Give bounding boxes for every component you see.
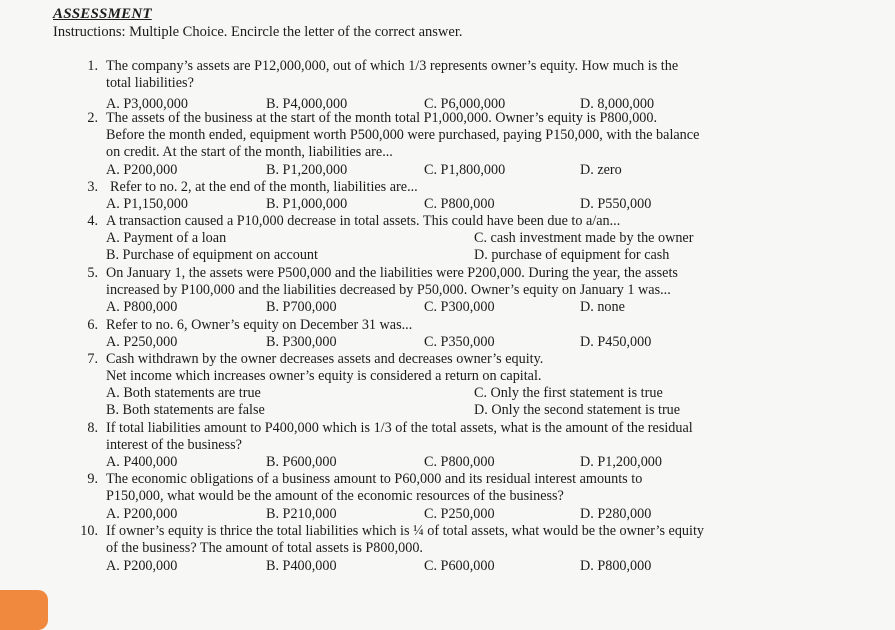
question-number: 1. bbox=[87, 58, 98, 74]
answer-option[interactable]: A. P250,000 bbox=[106, 334, 178, 350]
answer-option[interactable]: A. P400,000 bbox=[106, 454, 178, 470]
question-number: 2. bbox=[87, 110, 98, 126]
answer-option[interactable]: A. P200,000 bbox=[106, 162, 178, 178]
page-title: ASSESSMENT bbox=[53, 6, 152, 22]
answer-option[interactable]: A. Payment of a loan bbox=[106, 230, 227, 246]
answer-option[interactable]: A. P3,000,000 bbox=[106, 96, 188, 112]
answer-option[interactable]: D. 8,000,000 bbox=[580, 96, 655, 112]
answer-option[interactable]: D. purchase of equipment for cash bbox=[474, 247, 670, 263]
answer-option[interactable]: B. P300,000 bbox=[266, 334, 337, 350]
question-text-line: On January 1, the assets were P500,000 and the liabilities were P200,000. During the year, the assets bbox=[106, 265, 678, 281]
answer-option[interactable]: B. P600,000 bbox=[266, 454, 337, 470]
answer-option[interactable]: C. P800,000 bbox=[424, 196, 495, 212]
question-number: 6. bbox=[87, 317, 98, 333]
question-text-line: The assets of the business at the start of the month total P1,000,000. Owner’s equity is P800,000. bbox=[106, 110, 658, 126]
question-text-line: Refer to no. 2, at the end of the month, liabilities are... bbox=[110, 179, 418, 195]
question-text-line: Cash withdrawn by the owner decreases assets and decreases owner’s equity. bbox=[106, 351, 544, 367]
answer-option[interactable]: D. P1,200,000 bbox=[580, 454, 662, 470]
answer-option[interactable]: C. P350,000 bbox=[424, 334, 495, 350]
answer-option[interactable]: D. P280,000 bbox=[580, 506, 652, 522]
question-text-line: total liabilities? bbox=[106, 75, 194, 91]
instructions-text: Instructions: Multiple Choice. Encircle the letter of the correct answer. bbox=[53, 24, 463, 40]
answer-option[interactable]: C. cash investment made by the owner bbox=[474, 230, 694, 246]
question-text-line: Before the month ended, equipment worth P500,000 were purchased, paying P150,000, with the balance bbox=[106, 127, 700, 143]
answer-option[interactable]: B. Both statements are false bbox=[106, 402, 265, 418]
answer-option[interactable]: B. P700,000 bbox=[266, 299, 337, 315]
answer-option[interactable]: C. P1,800,000 bbox=[424, 162, 506, 178]
question-text-line: increased by P100,000 and the liabilities decreased by P50,000. Owner’s equity on January 1 was... bbox=[106, 282, 671, 298]
question-text-line: The company’s assets are P12,000,000, out of which 1/3 represents owner’s equity. How much is the bbox=[106, 58, 679, 74]
answer-option[interactable]: A. P200,000 bbox=[106, 506, 178, 522]
answer-option[interactable]: D. P450,000 bbox=[580, 334, 652, 350]
answer-option[interactable]: D. zero bbox=[580, 162, 622, 178]
question-number: 10. bbox=[80, 523, 98, 539]
question-number: 8. bbox=[87, 420, 98, 436]
question-number: 5. bbox=[87, 265, 98, 281]
answer-option[interactable]: C. P300,000 bbox=[424, 299, 495, 315]
question-number: 3. bbox=[87, 179, 98, 195]
answer-option[interactable]: A. P200,000 bbox=[106, 558, 178, 574]
answer-option[interactable]: B. Purchase of equipment on account bbox=[106, 247, 318, 263]
question-text-line: A transaction caused a P10,000 decrease in total assets. This could have been due to a/an... bbox=[106, 213, 621, 229]
answer-option[interactable]: A. Both statements are true bbox=[106, 385, 261, 401]
question-number: 4. bbox=[87, 213, 98, 229]
answer-option[interactable]: A. P800,000 bbox=[106, 299, 178, 315]
question-text-line: If total liabilities amount to P400,000 which is 1/3 of the total assets, what is the amount of the residual bbox=[106, 420, 693, 436]
answer-option[interactable]: D. P800,000 bbox=[580, 558, 652, 574]
answer-option[interactable]: C. P600,000 bbox=[424, 558, 495, 574]
question-text-line: P150,000, what would be the amount of the economic resources of the business? bbox=[106, 488, 564, 504]
answer-option[interactable]: B. P4,000,000 bbox=[266, 96, 348, 112]
question-number: 7. bbox=[87, 351, 98, 367]
question-text-line: Refer to no. 6, Owner’s equity on December 31 was... bbox=[106, 317, 413, 333]
answer-option[interactable]: A. P1,150,000 bbox=[106, 196, 188, 212]
answer-option[interactable]: C. P250,000 bbox=[424, 506, 495, 522]
answer-option[interactable]: B. P1,200,000 bbox=[266, 162, 348, 178]
answer-option[interactable]: C. Only the first statement is true bbox=[474, 385, 663, 401]
answer-option[interactable]: B. P1,000,000 bbox=[266, 196, 348, 212]
question-text-line: Net income which increases owner’s equity is considered a return on capital. bbox=[106, 368, 542, 384]
answer-option[interactable]: D. Only the second statement is true bbox=[474, 402, 681, 418]
answer-option[interactable]: D. P550,000 bbox=[580, 196, 652, 212]
answer-option[interactable]: D. none bbox=[580, 299, 625, 315]
answer-option[interactable]: B. P210,000 bbox=[266, 506, 337, 522]
question-text-line: on credit. At the start of the month, liabilities are... bbox=[106, 144, 393, 160]
question-number: 9. bbox=[87, 471, 98, 487]
question-text-line: interest of the business? bbox=[106, 437, 242, 453]
question-text-line: If owner’s equity is thrice the total liabilities which is ¼ of total assets, what would be the owner’s equity bbox=[106, 523, 704, 539]
question-text-line: of the business? The amount of total assets is P800,000. bbox=[106, 540, 423, 556]
answer-option[interactable]: C. P6,000,000 bbox=[424, 96, 506, 112]
answer-option[interactable]: C. P800,000 bbox=[424, 454, 495, 470]
answer-option[interactable]: B. P400,000 bbox=[266, 558, 337, 574]
question-text-line: The economic obligations of a business amount to P60,000 and its residual interest amounts to bbox=[106, 471, 643, 487]
orange-corner-tab bbox=[0, 590, 48, 630]
